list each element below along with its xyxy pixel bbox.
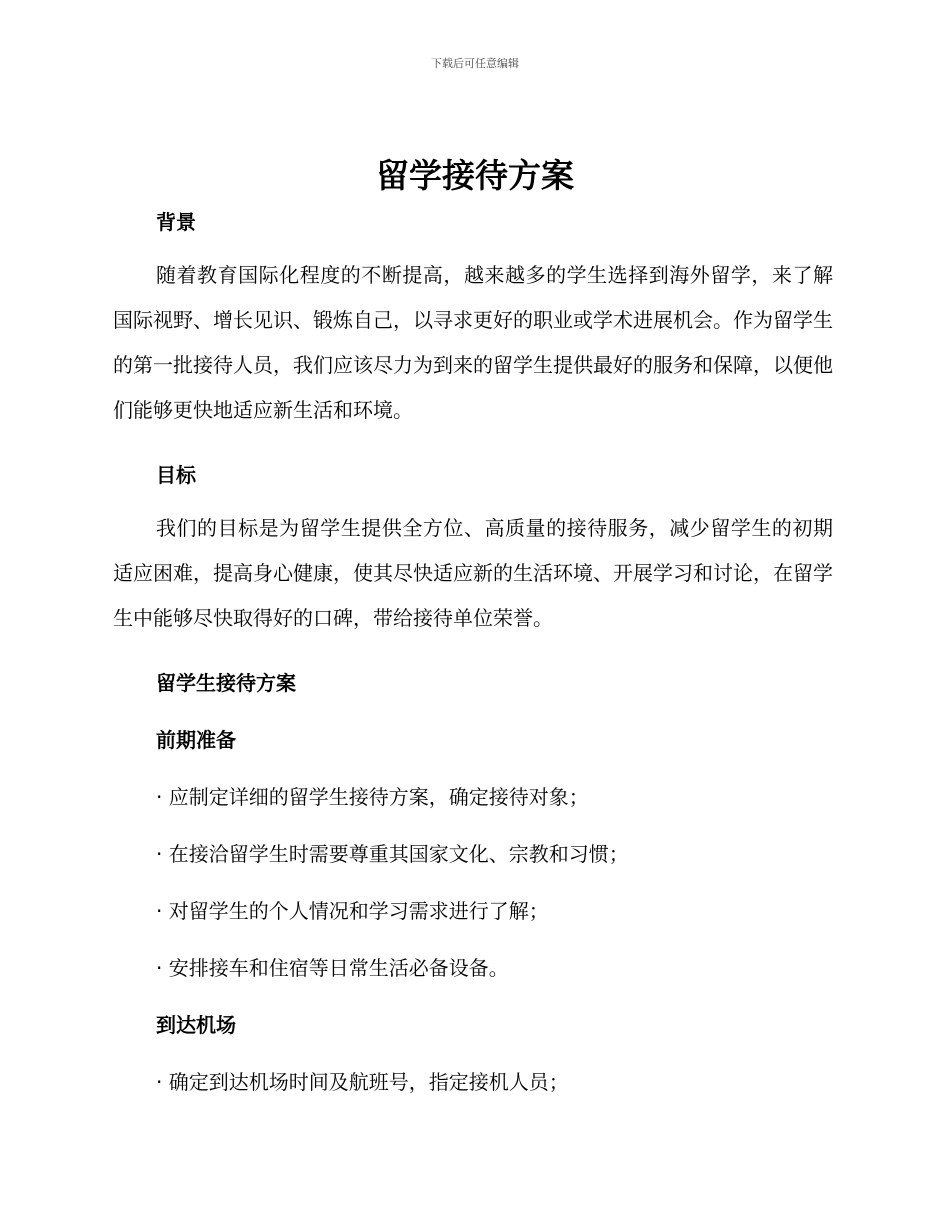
list-item: · 确定到达机场时间及航班号，指定接机人员；: [156, 1070, 569, 1094]
section-text-background: 随着教育国际化程度的不断提高，越来越多的学生选择到海外留学，来了解国际视野、增长见识、锻炼自己，以寻求更好的职业或学术进展机会。作为留学生的第一批接待人员，我们应该尽力为到来的留学生提供最好的服务和保障，以便他们能够更快地适应新生活和环境。: [113, 263, 833, 422]
section-heading-plan: 留学生接待方案: [156, 671, 296, 695]
section-heading-preparation: 前期准备: [156, 728, 236, 752]
section-heading-background: 背景: [156, 210, 196, 234]
document-body: [113, 207, 833, 1097]
list-item: · 安排接车和住宿等日常生活必备设备。: [156, 956, 509, 980]
header-note: 下载后可任意编辑: [431, 57, 519, 70]
section-text-goal: 我们的目标是为留学生提供全方位、高质量的接待服务，减少留学生的初期适应困难，提高身心健康，使其尽快适应新的生活环境、开展学习和讨论，在留学生中能够尽快取得好的口碑，带给接待单位荣誉。: [113, 516, 833, 630]
list-item: · 对留学生的个人情况和学习需求进行了解；: [156, 899, 549, 923]
list-item: · 应制定详细的留学生接待方案，确定接待对象；: [156, 785, 589, 809]
section-heading-goal: 目标: [156, 463, 196, 487]
list-item: · 在接洽留学生时需要尊重其国家文化、宗教和习惯；: [156, 842, 629, 866]
document-title: 留学接待方案: [376, 156, 574, 195]
section-heading-arrival: 到达机场: [156, 1013, 236, 1037]
